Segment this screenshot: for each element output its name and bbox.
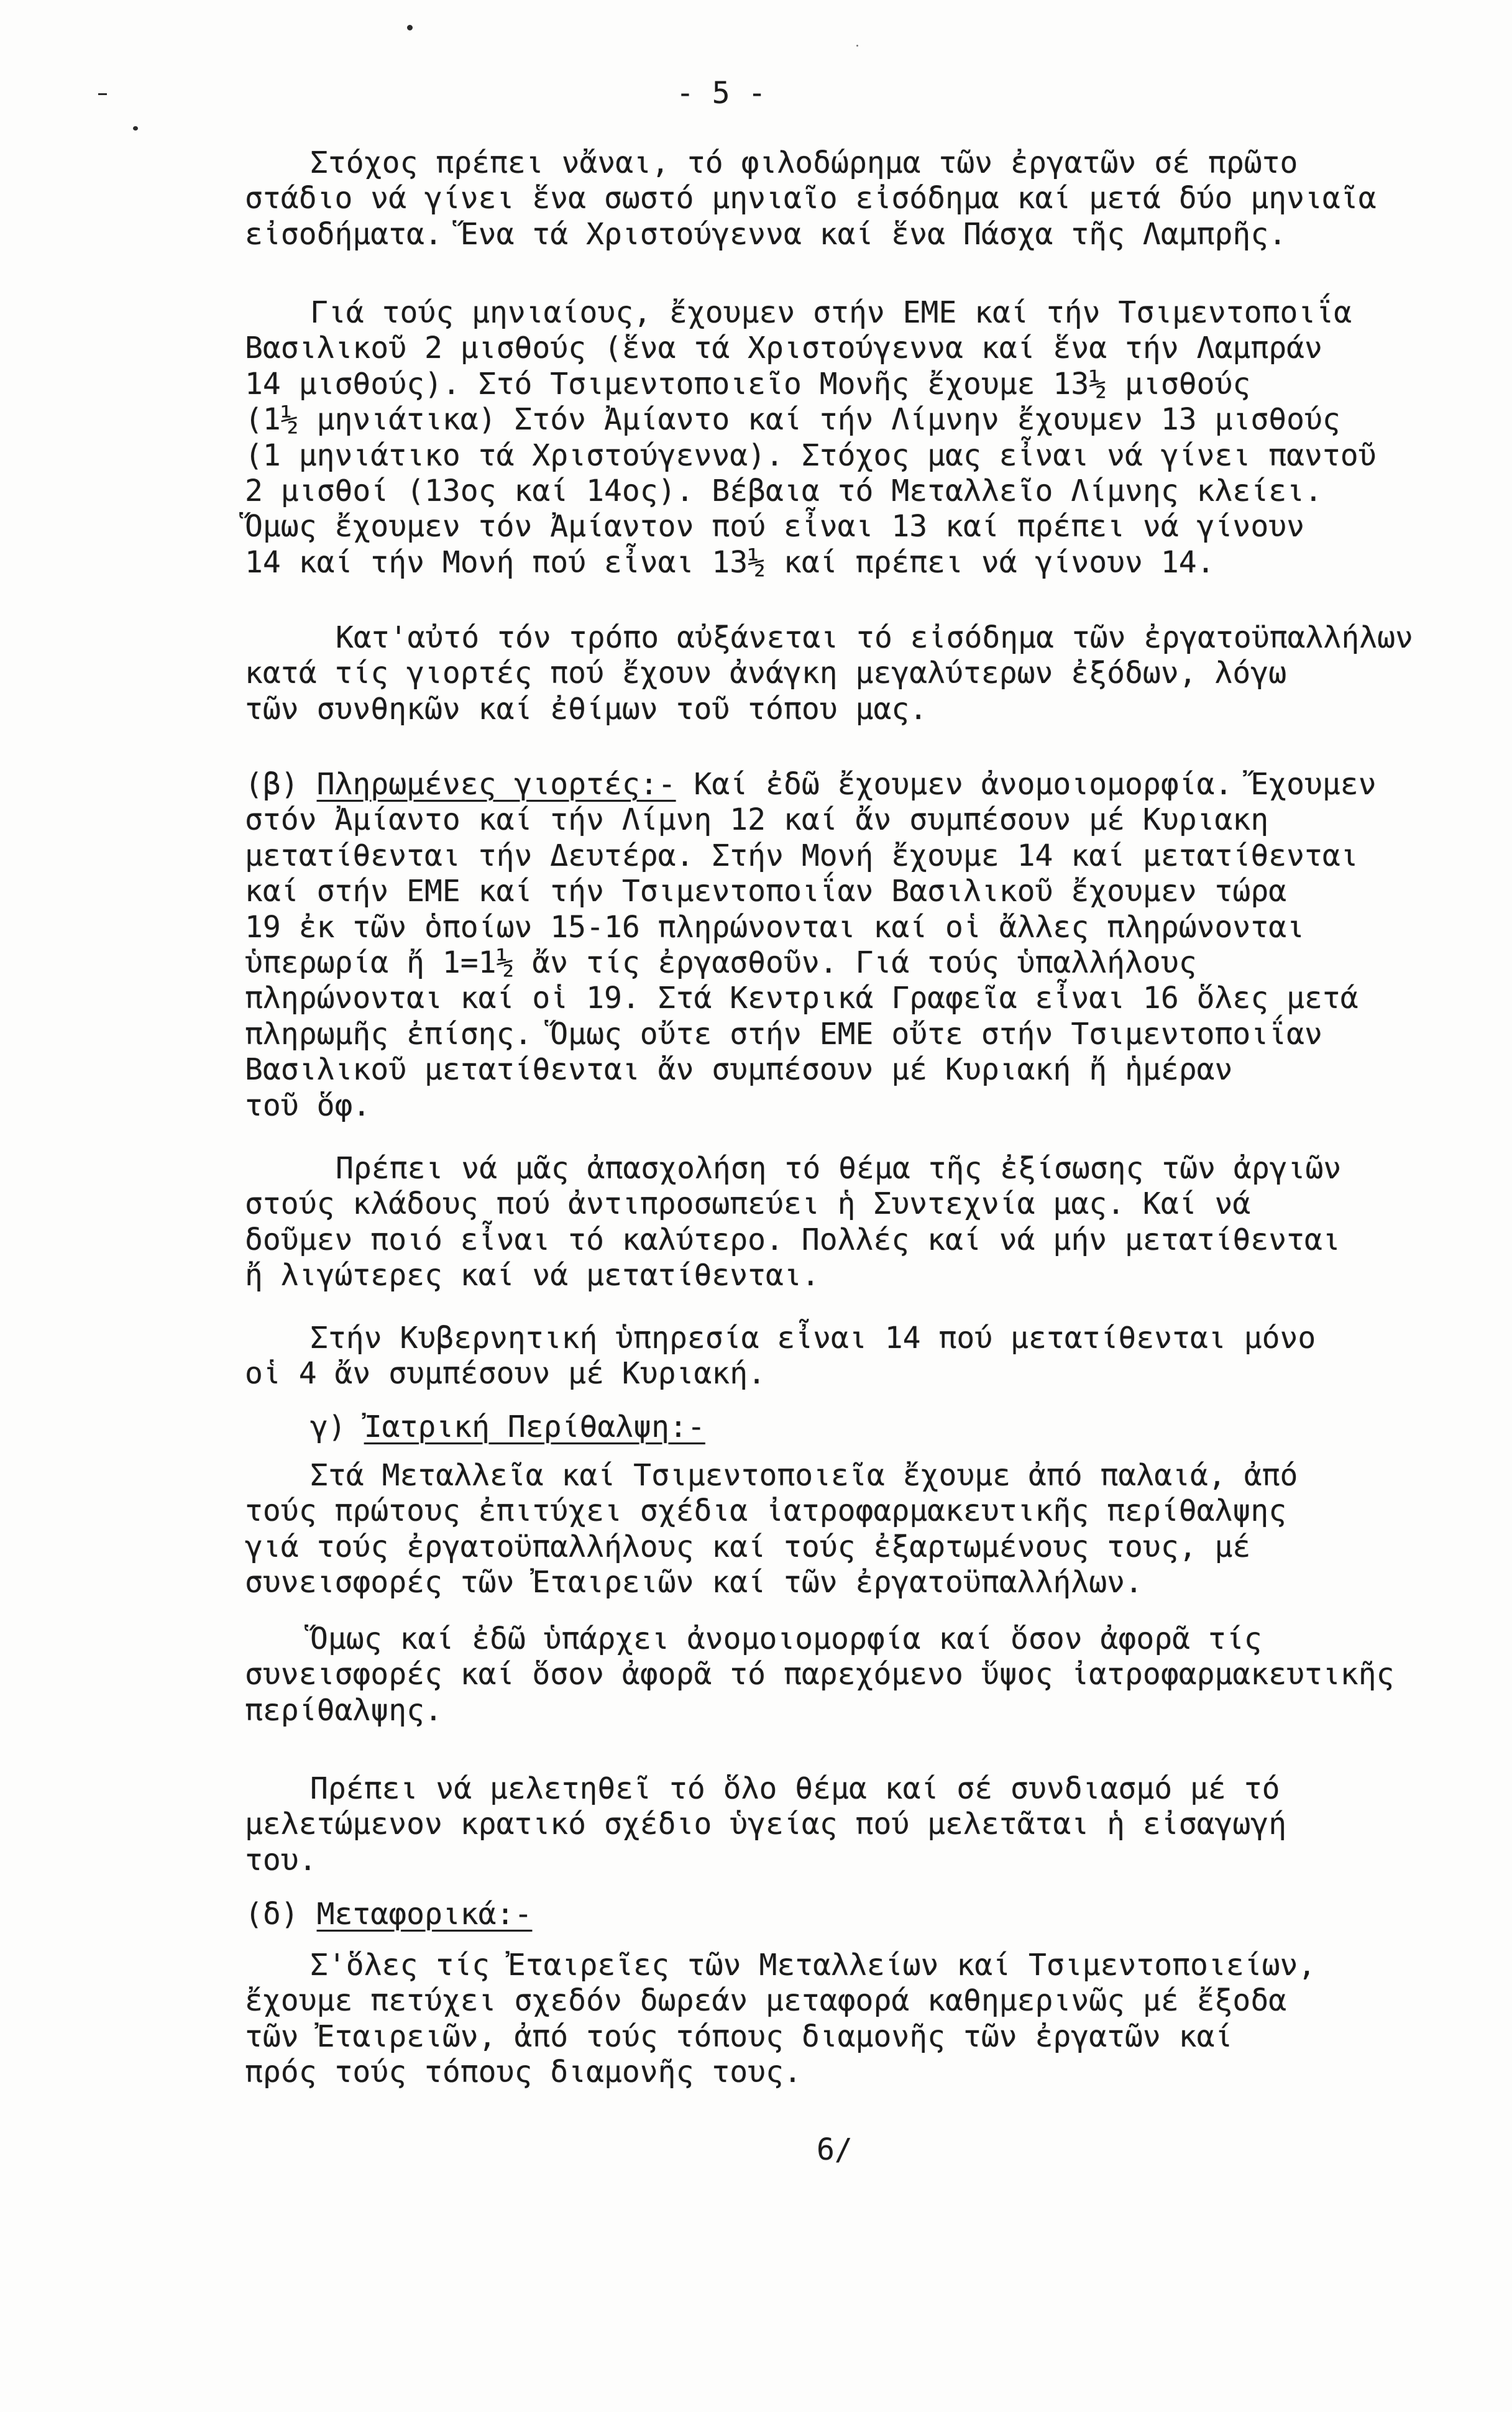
section-c-marker: γ) [310,1410,346,1444]
scan-speck [133,126,138,131]
paragraph-medical-nonuniformity: Ὅμως καί ἐδῶ ὑπάρχει ἀνομοιομορφία καί ὅσον ἀφορᾶ τίς συνεισφορές καί ὅσον ἀφορᾶ τό παρεχόμενο ὕψος ἰατροφαρμακευτικῆς περίθαλψης. [245,1621,1395,1728]
section-b-text: Καί ἐδῶ ἔχουμεν ἀνομοιομορφία. Ἔχουμεν στόν Ἀμίαντο καί τήν Λίμνη 12 καί ἄν συμπέσουν μέ Κυριακη μετατίθενται τήν Δευτέρα. Στήν Μονή ἔχουμε 14 καί μετατίθενται καί στήν ΕΜΕ καί τήν Τσιμεντοποιΐαν Βασιλικοῦ ἔχουμεν τώρα 19 ἐκ τῶν ὁποίων 15-16 πληρώνονται καί οἱ ἄλλες πληρώνονται ὑπερωρία ἤ 1=1½ ἄν τίς ἐργασθοῦν. Γιά τούς ὑπαλλήλους πληρώνονται καί οἱ 19. Στά Κεντρικά Γραφεῖα εἶναι 16 ὅλες μετά πληρωμῆς ἐπίσης. Ὅμως οὔτε στήν ΕΜΕ οὔτε στήν Τσιμεντοποιΐαν Βασιλικοῦ μετατίθενται ἄν συμπέσουν μέ Κυριακή ἤ ἡμέραν τοῦ ὅφ. [245,767,1377,1123]
page-number: - 5 - [676,76,766,111]
paragraph-income-increase: Κατ'αὐτό τόν τρόπο αὐξάνεται τό εἰσόδημα τῶν ἐργατοϋπαλλήλων κατά τίς γιορτές πού ἔχουν ἀνάγκη μεγαλύτερων ἐξόδων, λόγω τῶν συνθηκῶν καί ἐθίμων τοῦ τόπου μας. [245,620,1413,727]
scan-speck [407,25,413,30]
paragraph-bonus-goal: Στόχος πρέπει νἄναι, τό φιλοδώρημα τῶν ἐργατῶν σέ πρῶτο στάδιο νά γίνει ἕνα σωστό μηνιαῖο εἰσόδημα καί μετά δύο μηνιαῖα εἰσοδήματα. Ἕνα τά Χριστούγεννα καί ἕνα Πάσχα τῆς Λαμπρῆς. [245,145,1377,252]
section-c-heading-line [310,1410,705,1445]
paragraph-monthly-salaries: Γιά τούς μηνιαίους, ἔχουμεν στήν ΕΜΕ καί τήν Τσιμεντοποιΐα Βασιλικοῦ 2 μισθούς (ἕνα τά Χριστούγεννα καί ἕνα τήν Λαμπράν 14 μισθούς). Στό Τσιμεντοποιεῖο Μονῆς ἔχουμε 13½ μισθούς (1½ μηνιάτικα) Στόν Ἀμίαντο καί τήν Λίμνην ἔχουμεν 13 μισθούς (1 μηνιάτικο τά Χριστούγεννα). Στόχος μας εἶναι νά γίνει παντοῦ 2 μισθοί (13ος καί 14ος). Βέβαια τό Μεταλλεῖο Λίμνης κλείει. Ὅμως ἔχουμεν τόν Ἀμίαντον πού εἶναι 13 καί πρέπει νά γίνουν 14 καί τήν Μονή πού εἶναι 13½ καί πρέπει νά γίνουν 14. [245,295,1377,580]
scan-speck [856,45,858,47]
paragraph-medical-plans: Στά Μεταλλεῖα καί Τσιμεντοποιεῖα ἔχουμε ἀπό παλαιά, ἀπό τούς πρώτους ἐπιτύχει σχέδια ἰατροφαρμακευτικῆς περίθαλψης γιά τούς ἐργατοϋπαλλήλους καί τούς ἐξαρτωμένους τους, μέ συνεισφορές τῶν Ἐταιρειῶν καί τῶν ἐργατοϋπαλλήλων. [245,1458,1298,1600]
paragraph-holiday-equalization: Πρέπει νά μᾶς ἀπασχολήση τό θέμα τῆς ἐξίσωσης τῶν ἀργιῶν στούς κλάδους πού ἀντιπροσωπεύει ἡ Συντεχνία μας. Καί νά δοῦμεν ποιό εἶναι τό καλύτερο. Πολλές καί νά μήν μετατίθενται ἤ λιγώτερες καί νά μετατίθενται. [245,1151,1342,1293]
section-c-heading: Ἰατρική Περίθαλψη:- [364,1410,705,1444]
section-d-marker: (δ) [245,1897,299,1932]
section-b-heading: Πληρωμένες γιορτές:- [316,767,676,802]
section-b-marker: (β) [245,767,299,802]
section-d-heading: Μεταφορικά:- [316,1897,533,1932]
paragraph-health-scheme-study: Πρέπει νά μελετηθεῖ τό ὅλο θέμα καί σέ συνδιασμό μέ τό μελετώμενον κρατικό σχέδιο ὑγείας πού μελετᾶται ἡ εἰσαγωγή του. [245,1771,1287,1878]
paragraph-government-service: Στήν Κυβερνητική ὑπηρεσία εἶναι 14 πού μετατίθενται μόνο οἱ 4 ἄν συμπέσουν μέ Κυριακή. [245,1321,1316,1392]
scan-speck [98,93,107,95]
paragraph-transport: Σ'ὅλες τίς Ἐταιρεῖες τῶν Μεταλλείων καί Τσιμεντοποιείων, ἔχουμε πετύχει σχεδόν δωρεάν μεταφορά καθημερινῶς μέ ἔξοδα τῶν Ἐταιρειῶν, ἀπό τούς τόπους διαμονῆς τῶν ἐργατῶν καί πρός τούς τόπους διαμονῆς τους. [245,1948,1316,2090]
continuation-mark: 6/ [817,2132,853,2167]
section-b-paid-holidays [245,767,1377,1124]
section-d-heading-line [245,1897,532,1932]
